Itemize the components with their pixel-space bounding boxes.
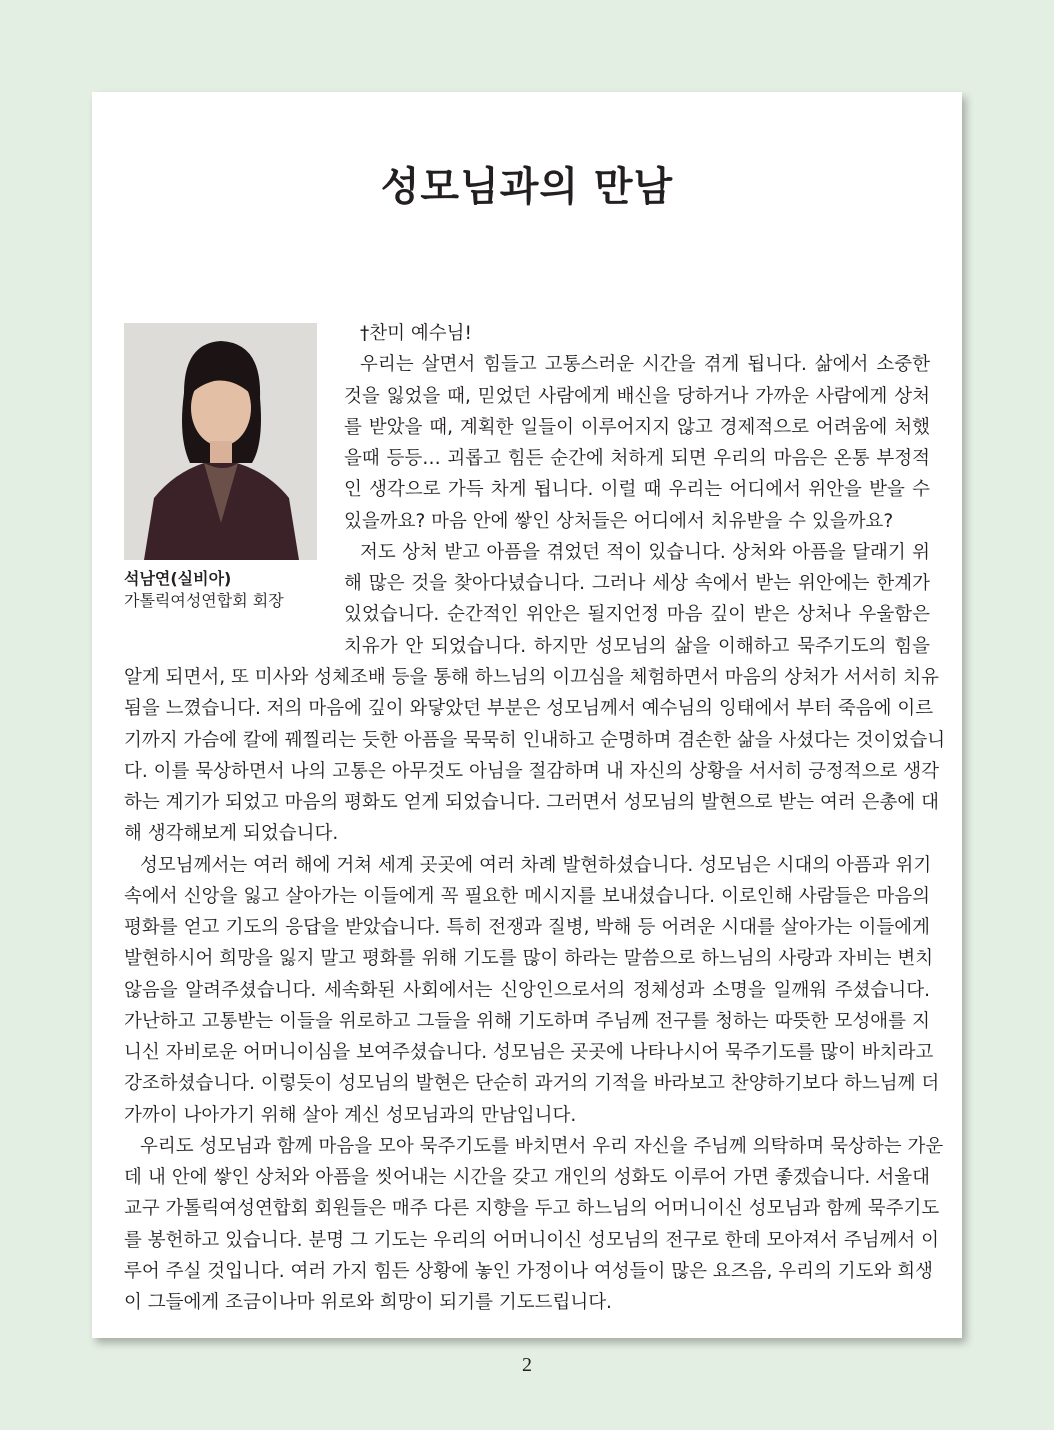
text-line: †찬미 예수님!: [360, 323, 472, 344]
text-line: 알게 되면서, 또 미사와 성체조배 등을 통해 하느님의 이끄심을 체험하면서 마음의 상처가 서서히 치유: [124, 667, 940, 688]
text-line: 교구 가톨릭여성연합회 회원들은 매주 다른 지향을 두고 하느님의 어머니이신 성모님과 함께 묵주기도: [124, 1198, 940, 1220]
text-line: 다. 이를 묵상하면서 나의 고통은 아무것도 아님을 절감하며 내 자신의 상황을 서서히 긍정적으로 생각: [124, 760, 940, 782]
text-line: 됨을 느꼈습니다. 저의 마음에 깊이 와닿았던 부분은 성모님께서 예수님의 잉태에서 부터 죽음에 이르: [124, 698, 934, 720]
portrait-image: [124, 323, 317, 560]
text-line: 있을까요? 마음 안에 쌓인 상처들은 어디에서 치유받을 수 있을까요?: [344, 510, 894, 532]
text-line: 인 생각으로 가득 차게 됩니다. 이럴 때 우리는 어디에서 위안을 받을 수: [344, 479, 930, 501]
author-role: 가톨릭여성연합회 회장: [124, 591, 284, 610]
page-title: 성모님과의 만남: [380, 164, 674, 210]
body-text-wide: [124, 662, 946, 1318]
text-line: 기까지 가슴에 칼에 꿰찔리는 듯한 아픔을 묵묵히 인내하고 순명하며 겸손한 삶을 사셨다는 것이었습니: [124, 729, 946, 751]
text-line: 를 받았을 때, 계획한 일들이 이루어지지 않고 경제적으로 어려움에 처했: [344, 416, 930, 438]
text-line: 있었습니다. 순간적인 위안은 될지언정 마음 깊이 받은 상처나 우울함은: [344, 604, 930, 626]
text-line: 루어 주실 것입니다. 여러 가지 힘든 상황에 놓인 가정이나 여성들이 많은 요즈음, 우리의 기도와 희생: [124, 1260, 933, 1282]
text-line: 하는 계기가 되었고 마음의 평화도 얻게 되었습니다. 그러면서 성모님의 발현으로 받는 여러 은총에 대: [124, 792, 940, 813]
text-line: 을때 등등… 괴롭고 힘든 순간에 처하게 되면 우리의 마음은 온통 부정적: [344, 448, 930, 469]
text-line: 가난하고 고통받는 이들을 위로하고 그들을 위해 기도하며 주님께 전구를 청하는 따뜻한 모성애를 지: [124, 1010, 930, 1032]
text-line: 이 그들에게 조금이나마 위로와 희망이 되기를 기도드립니다.: [124, 1292, 612, 1313]
text-line: 속에서 신앙을 잃고 살아가는 이들에게 꼭 필요한 메시지를 보내셨습니다. 이로인해 사람들은 마음의: [124, 885, 930, 907]
text-line: 우리는 살면서 힘들고 고통스러운 시간을 겪게 됩니다. 삶에서 소중한: [360, 354, 930, 376]
text-line: 성모님께서는 여러 해에 거쳐 세계 곳곳에 여러 차례 발현하셨습니다. 성모님은 시대의 아픔과 위기: [140, 854, 932, 876]
text-line: 해 많은 것을 찾아다녔습니다. 그러나 세상 속에서 받는 위안에는 한계가: [344, 573, 930, 594]
text-line: 평화를 얻고 기도의 응답을 받았습니다. 특히 전쟁과 질병, 박해 등 어려운 시대를 살아가는 이들에게: [124, 917, 930, 938]
author-photo: [124, 323, 317, 560]
text-line: 해 생각해보게 되었습니다.: [124, 823, 339, 845]
body-text-narrow: [344, 318, 930, 662]
text-line: 를 봉헌하고 있습니다. 분명 그 기도는 우리의 어머니이신 성모님의 전구로 한데 모아져서 주님께서 이: [124, 1229, 940, 1251]
text-line: 니신 자비로운 어머니이심을 보여주셨습니다. 성모님은 곳곳에 나타나시어 묵주기도를 많이 바치라고: [124, 1042, 934, 1063]
text-line: 발현하시어 희망을 잃지 말고 평화를 위해 기도를 많이 하라는 말씀으로 하느님의 사랑과 자비는 변치: [124, 948, 934, 970]
author-name: 석남연(실비아): [124, 569, 232, 588]
page-number: 2: [522, 1354, 532, 1376]
text-line: 데 내 안에 쌓인 상처와 아픔을 씻어내는 시간을 갖고 개인의 성화도 이루어 가면 좋겠습니다. 서울대: [124, 1167, 930, 1188]
text-line: 저도 상처 받고 아픔을 겪었던 적이 있습니다. 상처와 아픔을 달래기 위: [360, 541, 930, 563]
text-line: 것을 잃었을 때, 믿었던 사람에게 배신을 당하거나 가까운 사람에게 상처: [344, 385, 930, 407]
text-line: 치유가 안 되었습니다. 하지만 성모님의 삶을 이해하고 묵주기도의 힘을: [344, 635, 930, 657]
text-line: 강조하셨습니다. 이렇듯이 성모님의 발현은 단순히 과거의 기적을 바라보고 찬양하기보다 하느님께 더: [124, 1073, 940, 1095]
text-line: 가까이 나아가기 위해 살아 계신 성모님과의 만남입니다.: [124, 1104, 577, 1126]
text-line: 우리도 성모님과 함께 마음을 모아 묵주기도를 바치면서 우리 자신을 주님께 의탁하며 묵상하는 가운: [140, 1135, 944, 1157]
text-line: 않음을 알려주셨습니다. 세속화된 사회에서는 신앙인으로서의 정체성과 소명을 일깨워 주셨습니다.: [124, 979, 930, 1001]
